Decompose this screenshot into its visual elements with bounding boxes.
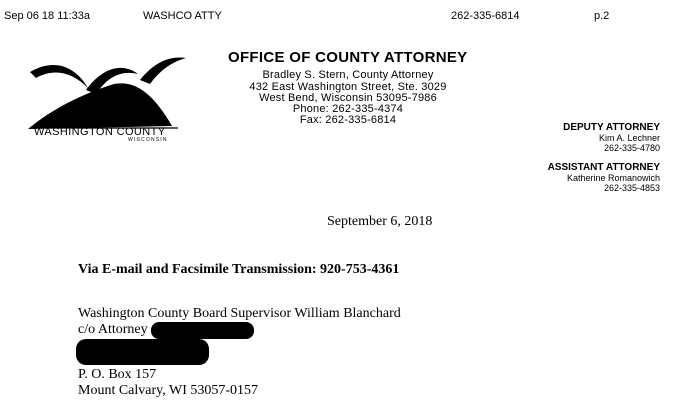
recipient-care-of: c/o Attorney — [78, 322, 148, 337]
recipient-city: Mount Calvary, WI 53057-0157 — [78, 383, 259, 398]
redaction-bar — [151, 322, 254, 339]
fax-page: p.2 — [594, 10, 610, 22]
redaction-block — [76, 339, 209, 365]
office-city-line: West Bend, Wisconsin 53095-7986 — [259, 92, 437, 104]
fax-datetime: Sep 06 18 11:33a — [4, 10, 91, 22]
letter-date: September 6, 2018 — [327, 214, 433, 229]
deputy-attorney-phone: 262-335-4780 — [603, 143, 660, 153]
logo-county-name: WASHINGTON COUNTY — [34, 126, 166, 138]
deputy-attorney-title: DEPUTY ATTORNEY — [563, 122, 660, 133]
assistant-attorney-name: Katherine Romanowich — [566, 173, 660, 183]
office-attorney-line: Bradley S. Stern, County Attorney — [262, 69, 434, 81]
recipient-name: Washington County Board Supervisor William Blanchard — [78, 306, 401, 321]
assistant-attorney-phone: 262-335-4853 — [603, 183, 660, 193]
deputy-attorney-name: Kim A. Lechner — [598, 133, 660, 143]
office-fax-line: Fax: 262-335-6814 — [299, 114, 397, 126]
fax-sender: WASHCO ATTY — [143, 10, 222, 22]
logo-state-name: WISCONSIN — [128, 137, 168, 143]
fax-phone: 262-335-6814 — [451, 10, 520, 22]
assistant-attorney-title: ASSISTANT ATTORNEY — [547, 162, 660, 173]
office-name: OFFICE OF COUNTY ATTORNEY — [228, 49, 468, 66]
transmission-line: Via E-mail and Facsimile Transmission: 920-753-4361 — [78, 262, 400, 277]
recipient-po-box: P. O. Box 157 — [78, 367, 157, 382]
office-address-line: 432 East Washington Street, Ste. 3029 — [249, 81, 447, 93]
office-phone-line: Phone: 262-335-4374 — [292, 103, 404, 115]
